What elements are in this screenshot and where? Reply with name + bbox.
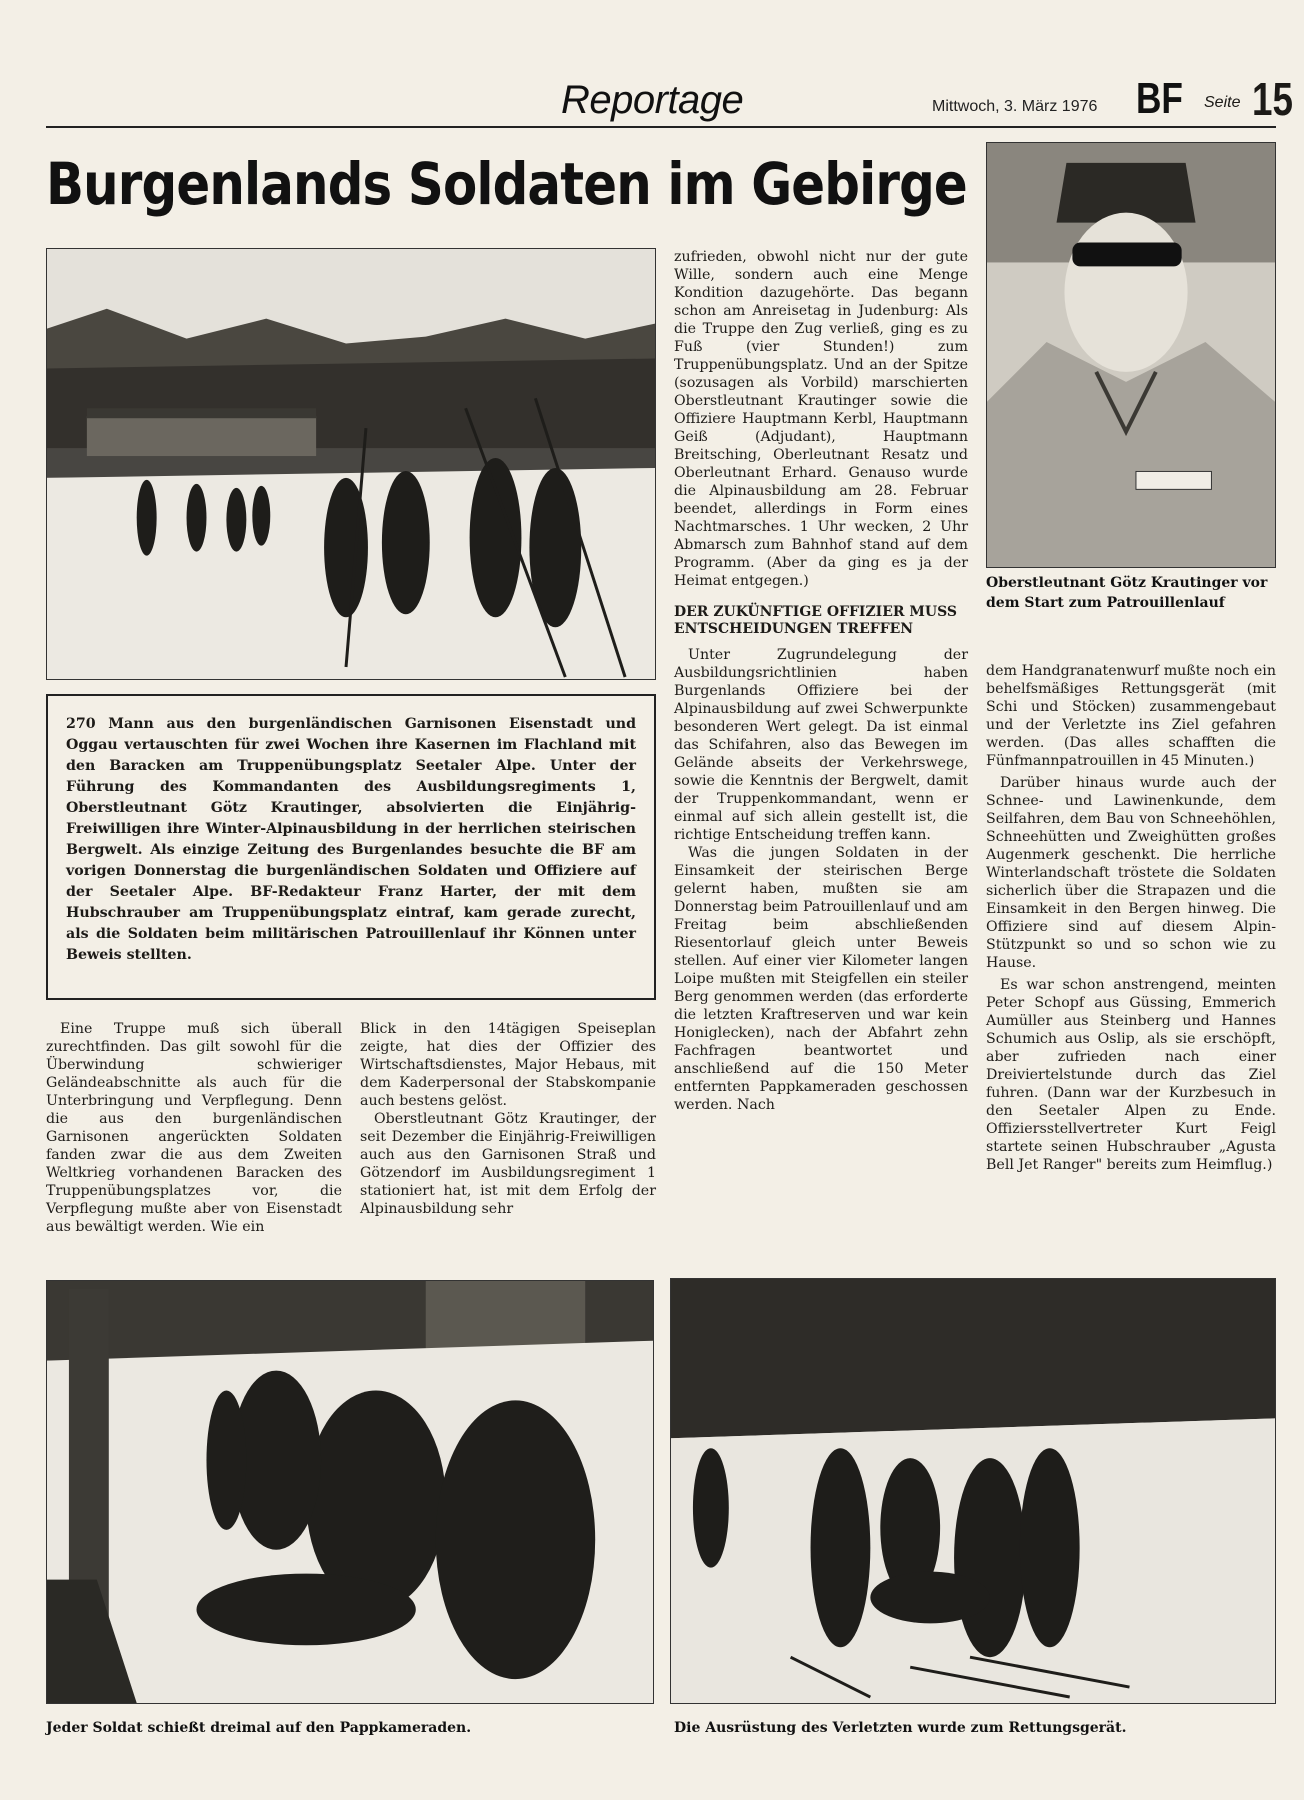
caption-portrait: Oberstleutnant Götz Krautinger vor dem Start zum Patrouillenlauf	[986, 575, 1268, 611]
col3-paragraph-1: zufrieden, obwohl nicht nur der gute Wille, sondern auch eine Menge Kondition dazugehörte. Das begann schon am Anreisetag in Judenburg: Als die Truppe den Zug verließ, ging es zu Fuß (vier Stunden!) zum Truppenübungsplatz. Und an der Spitze (sozusagen als Vorbild) marschierten Oberstleutnant Krautinger sowie die Offiziere Hauptmann Kerbl, Hauptmann Geiß (Adjudant), Hauptmann Breitsching, Oberleutnant Resatz und Oberleutnant Erhard. Genauso wurde die Alpinausbildung am 28. Februar beendet, allerdings in Form eines Nachtmarsches. 1 Uhr wecken, 2 Uhr Abmarsch zum Bahnhof stand auf dem Programm. (Aber da ging es ja der Heimat entgegen.)	[674, 249, 968, 589]
page-header	[46, 70, 1293, 128]
col2-paragraph-2: Oberstleutnant Götz Krautinger, der seit Dezember die Einjährig-Freiwilligen auch aus den Garnisonen Straß und Götzendorf im Ausbildungsregiment 1 stationiert hat, ist mit dem Erfolg der Alpinausbildung sehr	[360, 1111, 656, 1217]
photo-rescue	[670, 1278, 1276, 1704]
photo-portrait-krautinger	[986, 142, 1276, 568]
article-column-1	[46, 1020, 342, 1236]
section-title: Reportage	[561, 78, 744, 122]
photo-portrait-image	[987, 143, 1275, 567]
caption-rescue: Die Ausrüstung des Verletzten wurde zum Rettungsgerät.	[674, 1720, 1127, 1736]
col4-paragraph-2: Darüber hinaus wurde auch der Schnee- und Lawinenkunde, dem Seilfahren, dem Bau von Schneehöhlen, Schneehütten und Zweighütten großes Augenmerk geschenkt. Die herrliche Winterlandschaft tröstete die Soldaten sicherlich über die Strapazen und die Einsamkeit in den Bergen hinweg. Die Offiziere sind auf diesem Alpin-Stützpunkt so und so schon wie zu Hause.	[986, 775, 1276, 971]
photo-shooting-image	[47, 1281, 653, 1703]
col2-paragraph-1: Blick in den 14tägigen Speiseplan zeigte, hat dies der Offizier des Wirtschaftsdienstes, Major Hebaus, mit dem Kaderpersonal der Stabskompanie auch bestens gelöst.	[360, 1021, 656, 1109]
col3-subheading: DER ZUKÜNFTIGE OFFIZIER MUSS ENTSCHEIDUNGEN TREFFEN	[674, 604, 958, 637]
photo-soldiers-marching	[46, 248, 656, 680]
photo-rescue-image	[671, 1279, 1275, 1703]
issue-date: Mittwoch, 3. März 1976	[932, 98, 1098, 115]
col1-paragraph: Eine Truppe muß sich überall zurechtfinden. Das gilt sowohl für die Überwindung schwieriger Geländeabschnitte als auch für die Unterbringung und Verpflegung. Denn die aus den burgenländischen Garnisonen angerückten Soldaten fanden zwar die aus dem Zweiten Weltkrieg vorhandenen Baracken des Truppenübungsplatzes vor, die Verpflegung mußte aber von Eisenstadt aus bewältigt werden. Wie ein	[46, 1021, 342, 1235]
page-label: Seite	[1204, 94, 1241, 111]
col3-paragraph-2: Unter Zugrundelegung der Ausbildungsrichtlinien haben Burgenlands Offiziere bei der Alpinausbildung auf zwei Schwerpunkte besonderen Wert gelegt. Da ist einmal das Schifahren, also das Bewegen im Gelände abseits der Verkehrswege, sowie die Kenntnis der Bergwelt, damit der Truppenkommandant, wenn er einmal auf sich allein gestellt ist, die richtige Entscheidung treffen kann.	[674, 647, 968, 843]
photo-soldiers-marching-image	[47, 249, 655, 679]
page-number: 15	[1252, 73, 1293, 125]
caption-shooting: Jeder Soldat schießt dreimal auf den Pappkameraden.	[46, 1720, 472, 1736]
publication-logo: BF	[1136, 74, 1183, 123]
col3-paragraph-3: Was die jungen Soldaten in der Einsamkeit der steirischen Berge gelernt haben, mußten sie am Donnerstag beim Patrouillenlauf und am Freitag beim abschließenden Riesentorlauf gleich unter Beweis stellen. Auf einer vier Kilometer langen Loipe mußten mit Steigfellen ein steiler Berg genommen werden (das erforderte die letzten Kraftreserven und war kein Honiglecken), nach der Abfahrt zehn Fachfragen beantwortet und anschließend auf die 150 Meter entfernten Pappkameraden geschossen werden. Nach	[674, 845, 968, 1113]
col4-paragraph-1: dem Handgranatenwurf mußte noch ein behelfsmäßiges Rettungsgerät (mit Schi und Stöcken) zusammengebaut und der Verletzte ins Ziel gefahren werden. (Das alles schafften die Fünfmannpatrouillen in 45 Minuten.)	[986, 663, 1276, 769]
article-column-3	[674, 248, 968, 1114]
photo-shooting	[46, 1280, 654, 1704]
col4-paragraph-3: Es war schon anstrengend, meinten Peter Schopf aus Güssing, Emmerich Aumüller aus Steinberg und Hannes Schumich aus Oslip, als sie erschöpft, aber zufrieden nach einer Dreiviertelstunde durch das Ziel fuhren. (Dann war der Kurzbesuch in den Seetaler Alpen zu Ende. Offiziersstellvertreter Kurt Feigl startete seinen Hubschrauber „Agusta Bell Jet Ranger" bereits zum Heimflug.)	[986, 977, 1276, 1173]
article-column-2	[360, 1020, 656, 1218]
article-intro: 270 Mann aus den burgenländischen Garnisonen Eisenstadt und Oggau vertauschten für zwei Wochen ihre Kasernen im Flachland mit den Baracken am Truppenübungsplatz Seetaler Alpe. Unter der Führung des Kommandanten des Ausbildungsregiments 1, Oberstleutnant Götz Krautinger, absolvierten die Einjährig-Freiwilligen ihre Winter-Alpinausbildung in der herrlichen steirischen Bergwelt. Als einzige Zeitung des Burgenlandes besuchte die BF am vorigen Donnerstag die burgenländischen Soldaten und Offiziere auf der Seetaler Alpe. BF-Redakteur Franz Harter, der mit dem Hubschrauber am Truppenübungsplatz eintraf, kam gerade zurecht, als die Soldaten beim militärischen Patrouillenlauf ihr Können unter Beweis stellten.	[46, 694, 656, 1000]
article-column-4	[986, 662, 1276, 1174]
article-headline: Burgenlands Soldaten im Gebirge	[46, 150, 967, 218]
